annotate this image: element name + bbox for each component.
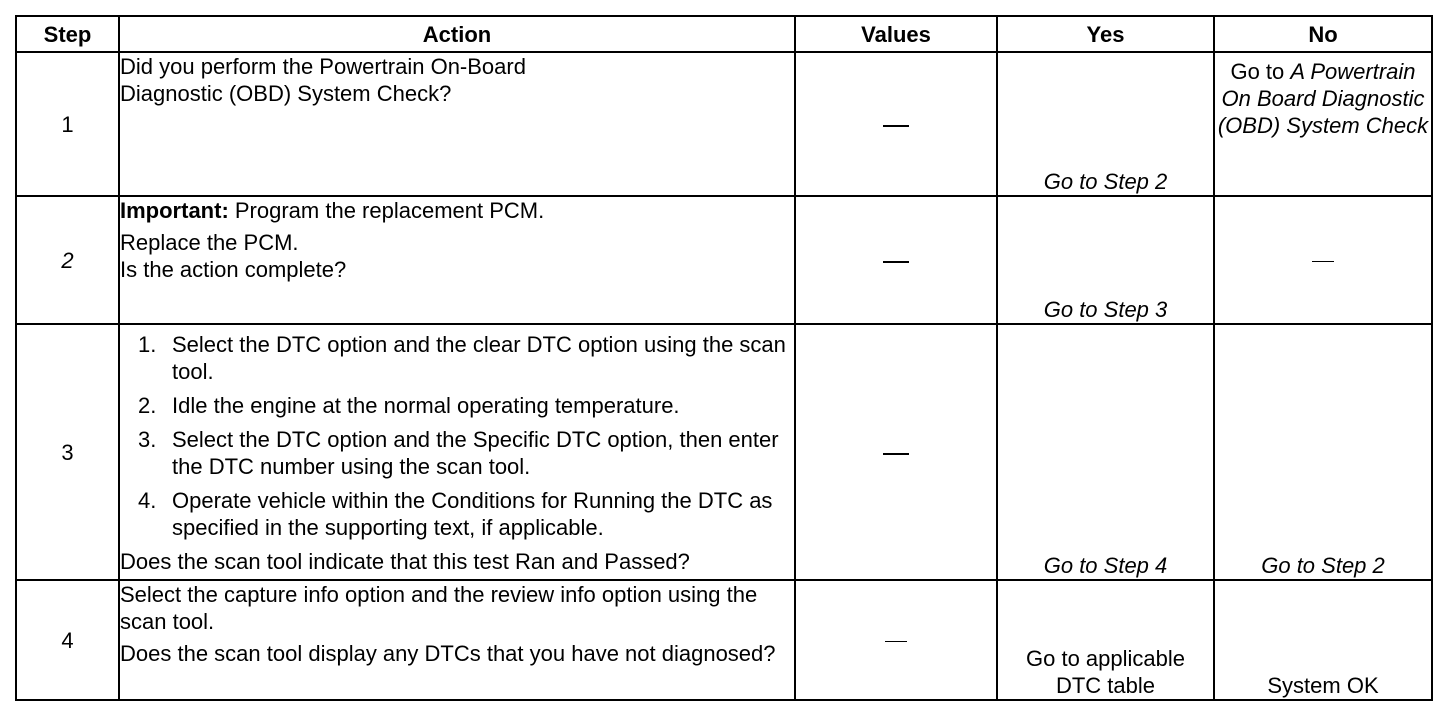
step-number: 1 bbox=[16, 52, 119, 196]
table-row bbox=[16, 196, 1432, 324]
em-dash bbox=[883, 453, 909, 455]
diagnostic-table bbox=[15, 15, 1433, 701]
values-cell bbox=[795, 196, 997, 324]
no-go-to-step-2[interactable]: Go to Step 2 bbox=[1214, 324, 1432, 580]
action-text: Select the capture info option and the review info option using the scan tool. bbox=[120, 582, 758, 634]
values-cell bbox=[795, 324, 997, 580]
em-dash bbox=[885, 641, 907, 642]
action-question: Does the scan tool display any DTCs that you have not diagnosed? bbox=[120, 641, 776, 666]
action-question: Does the scan tool indicate that this test Ran and Passed? bbox=[120, 549, 690, 574]
values-cell bbox=[795, 52, 997, 196]
table-row bbox=[16, 324, 1432, 580]
em-dash bbox=[1312, 261, 1334, 262]
step-number: 4 bbox=[16, 580, 119, 700]
em-dash bbox=[883, 261, 909, 263]
list-item: 1. Select the DTC option and the clear DTC option using the scan tool. bbox=[138, 332, 786, 384]
list-item: 2. Idle the engine at the normal operating temperature. bbox=[138, 393, 680, 418]
action-cell bbox=[119, 196, 795, 324]
header-values: Values bbox=[795, 16, 997, 52]
em-dash bbox=[883, 125, 909, 127]
table-row bbox=[16, 52, 1432, 196]
action-text: Did you perform the Powertrain On-Board bbox=[120, 54, 526, 79]
no-link-obd-system-check[interactable]: A Powertrain On Board Diagnostic (OBD) System Check bbox=[1217, 59, 1429, 138]
important-note bbox=[120, 197, 794, 224]
header-action: Action bbox=[119, 16, 795, 52]
header-no: No bbox=[1214, 16, 1432, 52]
yes-go-to-step-3[interactable]: Go to Step 3 bbox=[997, 196, 1214, 324]
list-item: 4. Operate vehicle within the Conditions for Running the DTC as specified in the supporting text, if applicable. bbox=[138, 488, 773, 540]
no-prefix: Go to bbox=[1230, 59, 1291, 84]
step-number: 2 bbox=[16, 196, 119, 324]
procedure-list bbox=[120, 331, 794, 541]
important-label: Important: bbox=[120, 198, 229, 223]
header-step: Step bbox=[16, 16, 119, 52]
action-text: Replace the PCM. bbox=[120, 230, 299, 255]
important-text: Program the replacement PCM. bbox=[228, 198, 545, 223]
diagnostic-table-container bbox=[15, 15, 1431, 701]
action-cell bbox=[119, 580, 795, 700]
header-row bbox=[16, 16, 1432, 52]
no-cell[interactable] bbox=[1214, 52, 1432, 196]
list-item: 3. Select the DTC option and the Specific DTC option, then enter the DTC number using the scan tool. bbox=[138, 427, 779, 479]
values-cell bbox=[795, 580, 997, 700]
action-cell bbox=[119, 52, 795, 196]
no-system-ok: System OK bbox=[1214, 580, 1432, 700]
table-row bbox=[16, 580, 1432, 700]
action-cell bbox=[119, 324, 795, 580]
action-text: Diagnostic (OBD) System Check? bbox=[120, 81, 452, 106]
step-number: 3 bbox=[16, 324, 119, 580]
yes-go-to-step-4[interactable]: Go to Step 4 bbox=[997, 324, 1214, 580]
yes-go-to-dtc-table[interactable]: Go to applicable DTC table bbox=[997, 580, 1214, 700]
yes-go-to-step-2[interactable]: Go to Step 2 bbox=[997, 52, 1214, 196]
header-yes: Yes bbox=[997, 16, 1214, 52]
no-cell bbox=[1214, 196, 1432, 324]
action-text: Is the action complete? bbox=[120, 257, 347, 282]
